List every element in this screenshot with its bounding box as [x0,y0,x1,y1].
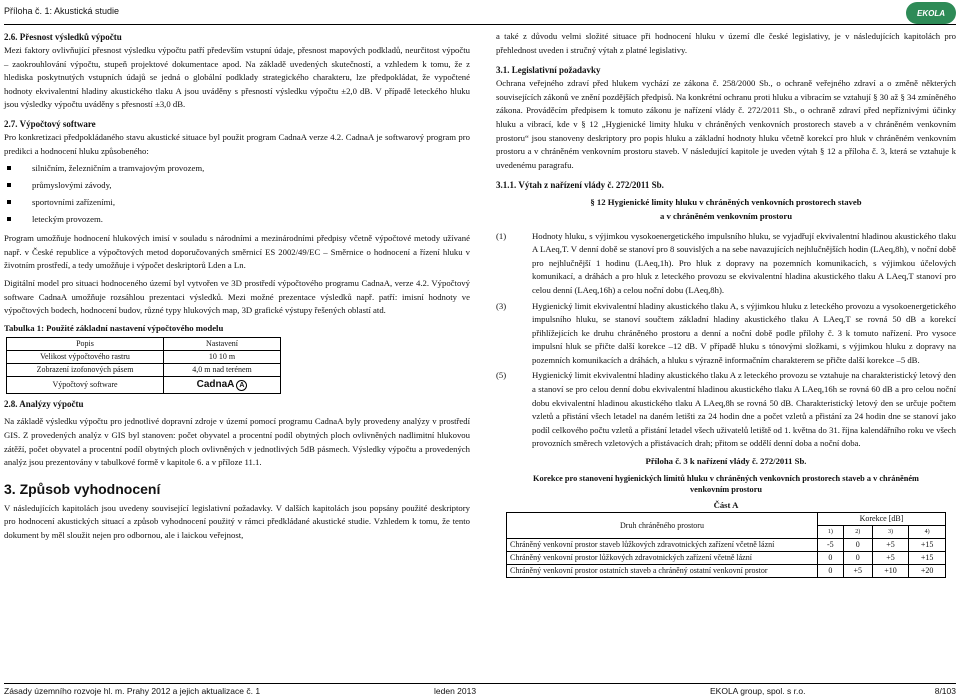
regulation-text: Hygienický limit ekvivalentní hladiny akustického tlaku A z leteckého provozu se vztahuje na charakteristický letový den a stanoví se pro celou denní dobu ekvivalentní hladinou akustického tlaku A LAeq,16h se rovná 60 dB a pro celou noční dobu ekvivalentní hladinou akustického tlaku A LAeq,8h se rovná 50 dB. Charakteristický letový den se určuje počtem vzletů a přistání všech letadel na daném letišti za 24 hodin dne a počet vzletů a přistání za 24 hodin dne se stanoví jako podíl celkového počtu vzletů a přistání letadel všech uživatelů letiště od 1. května do 31. října kalendářního roku ve všech provozních směrech vzletových a přistávacích drah; přitom se oddělí denní doba a noční doba. [532,370,956,449]
footer-page-number: 8/103 [934,686,956,696]
table-cell: Zobrazení izofonových pásem [7,364,164,377]
list-item: sportovními zařízeními, [4,194,470,211]
table-header-cell: 1) [818,526,844,539]
section-3-text: V následujících kapitolách jsou uvedeny související legislativní požadavky. V dalších kapitolách jsou popsány použité deskriptory pro hodnocení akustických situací a způsob vyhodnocení použitý v rámci předkládané akustické studie. Vzhledem k tomu, že tento dokument by měl sloužit nejen pro odbornou, ale i laickou veřejnost, [4,502,470,540]
list-item: průmyslovými závody, [4,177,470,194]
table-row [507,539,946,552]
table-cell: +20 [909,565,946,578]
regulation-item [496,300,956,368]
table-row [7,351,281,364]
table-cell: +5 [872,539,909,552]
left-column [4,30,470,544]
corrections-subtitle: venkovním prostoru [690,484,762,494]
cadna-paragraph: Program umožňuje hodnocení hlukových imisí v souladu s národními a mezinárodními předpisy včetně výpočtové metody užívané např. v České republice a výpočtových metod doporučovaných směrnicí ES 2002/49/EC – Směrnice o hodnocení a řízení hluku v životním prostředí, a tedy umožňuje i výpočet deskriptorů Lden a Ln. [4,233,470,271]
section-2-8-text: Na základě výsledku výpočtu pro jednotlivé dopravní zdroje v území pomocí programu CadnaA byly provedeny analýzy v prostředí GIS. Z provedených analýz v GIS byl stanoven: počet obyvatel a procentní podíl obytných ploch ovlivněných nadlimitní hlukovou zátěží, počet obyvatel a procentní podíl obytných ploch ovlivněných v jednotlivých 5dB pásmech. Výsledky výpočtu a provedených analýz jsou prezentovány v tabulkové formě v kapitole 6. a v příloze 11.1. [4,416,470,468]
table-row [7,377,281,394]
settings-table [6,337,281,394]
table-cell: 0 [843,552,872,565]
section-2-7-title: 2.7. Výpočtový software [4,118,96,129]
section-2-7-text: Pro konkretizaci předpokládaného stavu akustické situace byl použit program CadnaA verze 4.2. CadnaA je softwarový program pro predikci a hodnocení hluku způsobeného: [4,131,470,156]
table-header-cell: Nastavení [164,338,281,351]
regulation-item [496,230,956,298]
table-cell: +10 [872,565,909,578]
table-cell: 0 [818,565,844,578]
page-header [4,2,956,24]
table-cell: +15 [909,539,946,552]
table-header-cell: Druh chráněného prostoru [507,513,818,539]
table-header-cell: Korekce [dB] [818,513,946,526]
section-2-6-title: 2.6. Přesnost výsledků výpočtu [4,32,122,42]
header-divider [4,24,956,25]
table-cell: Velikost výpočtového rastru [7,351,164,364]
table-header-cell: 4) [909,526,946,539]
cadna-logo-text: CadnaA [196,378,235,390]
paragraph-12-subtitle: a v chráněném venkovním prostoru [659,210,793,221]
footer-company: EKOLA group, spol. s r.o. [710,686,806,696]
model-paragraph: Digitální model pro situaci hodnoceného území byl vytvořen ve 3D prostředí výpočtového programu CadnaA, verze 4.2. Výpočtový software CadnaA umožňuje rozsáhlou prezentaci výsledků. Mezi možné prezentace výsledků např. patří: imisní hodnoty ve výpočtových bodech, hodnocení budov, různé typy hlukových map, 3D grafické výstupy řešených oblastí atd. [4,277,470,316]
table-cell: +5 [872,552,909,565]
section-3-1-1-title: 3.1.1. Výtah z nařízení vlády č. 272/2011 Sb. [496,180,664,191]
paragraph-12-title: § 12 Hygienické limity hluku v chráněných venkovních prostorech staveb [590,197,862,208]
table-cell: Chráněný venkovní prostor lůžkových zdravotnických zařízení včetně lázní [507,552,818,565]
cadna-logo-cell [164,377,281,394]
table-1-caption: Tabulka 1: Použité základní nastavení výpočtového modelu [4,322,224,333]
table-cell: 4,0 m nad terénem [164,364,281,377]
footer-document: Zásady územního rozvoje hl. m. Prahy 2012 a jejich aktualizace č. 1 [4,686,261,696]
table-cell: +5 [843,565,872,578]
section-3-title: 3. Způsob vyhodnocení [4,480,161,497]
corrections-title: Korekce pro stanovení hygienických limitů hluku v chráněných venkovních prostorech staveb a v chráněném [533,473,919,483]
intro-text: a také z důvodu velmi složité situace při hodnocení hluku v území dle české legislativy, je v následujících kapitolách pro přehlednost uveden i stručný výtah z platné legislativy. [496,31,956,55]
regulation-text: Hodnoty hluku, s výjimkou vysokoenergetického impulsního hluku, se vyjadřují ekvivalentní hladinou akustického tlaku A LAeq,T. V denní době se stanoví pro 8 souvislých a na sebe navazujících nejhlučnějších hodin (LAeq,8h), v noční době pro nejhlučnější 1 hodinu (LAeq,1h). Pro hluk z dopravy na pozemních komunikacích, s výjimkou účelových komunikací, a dráhách a pro hluk z leteckého provozu se ekvivalentní hladina akustického tlaku A LAeq,T stanoví pro celou denní (LAeq,16h) a celou noční dobu (LAeq,8h). [532,230,956,295]
list-item: leteckým provozem. [4,211,470,228]
regulation-number: (3) [496,300,507,311]
table-header-cell: 2) [843,526,872,539]
table-cell: Chráněný venkovní prostor staveb lůžkových zdravotnických zařízení včetně lázní [507,539,818,552]
section-3-1-title: 3.1. Legislativní požadavky [496,65,601,76]
table-row [507,552,946,565]
table-row [507,565,946,578]
part-a-label: Část A [713,499,739,510]
table-cell: +15 [909,552,946,565]
section-2-8-title: 2.8. Analýzy výpočtu [4,399,84,410]
list-item: silničním, železničním a tramvajovým provozem, [4,160,470,177]
section-3-1-text: Ochrana veřejného zdraví před hlukem vychází ze zákona č. 258/2000 Sb., o ochraně veřejného zdraví a o změně některých souvisejících zákonů ve znění pozdějších předpisů. Na konkrétní ochranu proti hluku a vibracím se vztahují § 30 až § 34 zmíněného zákona. Prováděcím předpisem k tomuto zákonu je nařízení vlády č. 272/2011 Sb., o ochraně zdraví před nepříznivými účinky hluku a vibrací, kde v § 12 „Hygienické limity hluku v chráněných venkovních prostorech staveb a v chráněném venkovním prostoru“ jsou stanoveny deskriptory pro popis hluku a základní hodnoty hluku včetně korekcí pro hluk v chráněném venkovním prostoru a v chráněném venkovním prostoru staveb. V následující kapitole je uveden výtah § 12 a příloha č. 3, která se vztahuje k uvedenému paragrafu. [496,78,956,170]
registered-icon: A [236,380,247,391]
table-row [7,364,281,377]
table-cell: Chráněný venkovní prostor ostatních staveb a chráněný ostatní venkovní prostor [507,565,818,578]
table-cell: 10 10 m [164,351,281,364]
corrections-table [506,512,946,578]
appendix-title: Příloha č. 3 k nařízení vlády č. 272/2011 Sb. [645,456,807,467]
footer-divider [4,683,956,684]
footer-date: leden 2013 [434,686,477,696]
noise-sources-list [4,160,470,228]
table-header-cell: Popis [7,338,164,351]
table-cell: Výpočtový software [7,377,164,394]
regulation-text: Hygienický limit ekvivalentní hladiny akustického tlaku A, s výjimkou hluku z leteckého provozu a vysokoenergetického impulsního hluku, se stanoví součtem základní hladiny akustického tlaku A LAeq,T se rovná 50 dB a korekcí přihlížejících ke druhu chráněného prostoru a denní a noční době podle přílohy č. 3 k tomuto nařízení. Pro vysoce impulsní hluk se přičte další korekce –12 dB. V případě hluku s tónovými složkami, s výjimkou hluku z dopravy na pozemních komunikacích a dráhách, a hluku s výrazně informačním charakterem se přičte další korekce –5 dB. [532,300,956,365]
regulation-item [496,369,956,451]
table-cell: 0 [843,539,872,552]
table-header-cell: 3) [872,526,909,539]
table-cell: -5 [818,539,844,552]
right-column [496,30,956,578]
section-2-6-text: Mezi faktory ovlivňující přesnost výsledku výpočtu patří především vstupní údaje, přesnost mapových podkladů, neurčitost výpočtu – zaokrouhlování výpočtu, stupeň projektové dokumentace apod. Na základě uvedených skutečností, a vzhledem k tomu, že z hlediska poskytnutých vstupních údajů se jedná o globální podklady strategického charakteru, lze předpokládat, že vypočtené hodnoty ekvivalentní hladiny akustického tlaku A jsou uváděny s přesností výsledku výpočtu ±2,0 dB. V případě leteckého hluku jsou výsledky výpočtu uváděny s přesností ±3,0 dB. [4,45,470,110]
header-title: Příloha č. 1: Akustická studie [4,6,120,16]
regulation-number: (5) [496,370,507,381]
regulation-number: (1) [496,230,507,241]
table-cell: 0 [818,552,844,565]
company-logo: EKOLA [906,2,956,24]
